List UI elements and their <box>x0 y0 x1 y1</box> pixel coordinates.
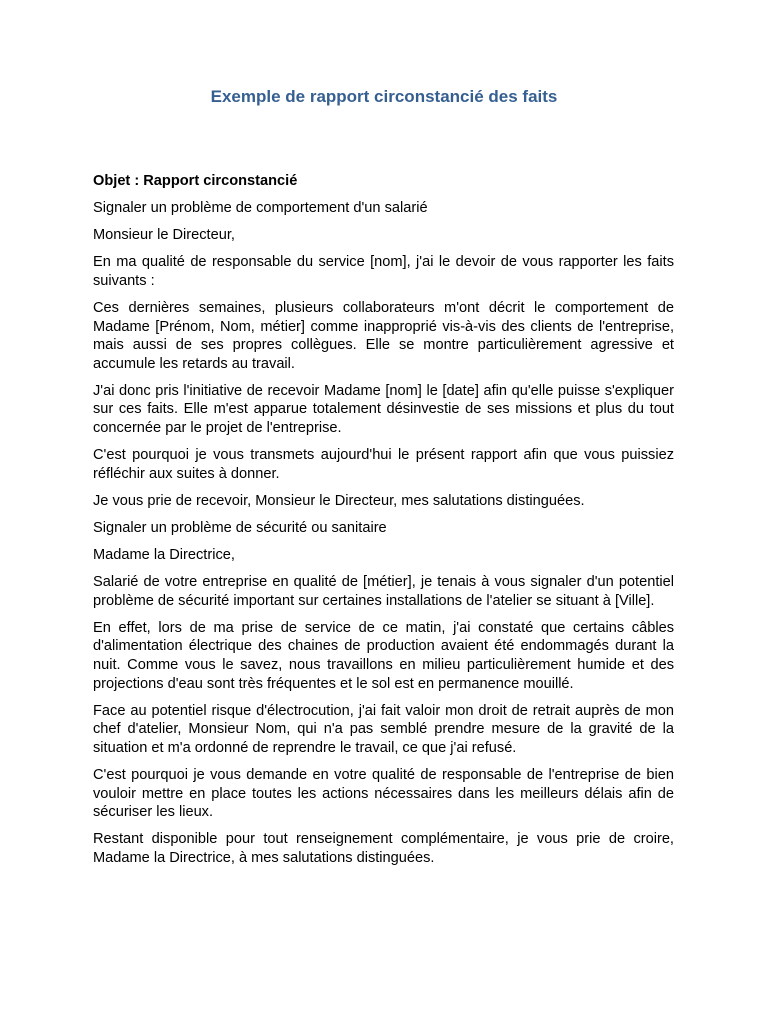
paragraph: Face au potentiel risque d'électrocution, j'ai fait valoir mon droit de retrait auprès de mon chef d'atelier, Monsieur Nom, qui n'a pas semblé prendre mesure de la gravité de la situation et m'a ordonné de reprendre le travail, ce que j'ai refusé. <box>93 702 674 756</box>
paragraph: En ma qualité de responsable du service [nom], j'ai le devoir de vous rapporter les faits suivants : <box>93 254 674 289</box>
paragraph: Salarié de votre entreprise en qualité de [métier], je tenais à vous signaler d'un potentiel problème de sécurité important sur certaines installations de l'atelier se situant à [Ville]. <box>93 574 674 609</box>
paragraph: C'est pourquoi je vous demande en votre qualité de responsable de l'entreprise de bien vouloir mettre en place toutes les actions nécessaires dans les meilleurs délais afin de sécuriser les lieux. <box>93 766 674 821</box>
document-title: Exemple de rapport circonstancié des faits <box>210 87 558 106</box>
paragraph: J'ai donc pris l'initiative de recevoir Madame [nom] le [date] afin qu'elle puisse s'expliquer sur ces faits. Elle m'est apparue totalement désinvestie de ses missions et plus du tout concernée par le projet de l'entreprise. <box>93 382 674 437</box>
salutation-director: Monsieur le Directeur, <box>93 227 235 244</box>
document-body <box>93 172 674 876</box>
paragraph: En effet, lors de ma prise de service de ce matin, j'ai constaté que certains câbles d'alimentation électrique des chaines de production avaient été endommagés durant la nuit. Comme vous le savez, nous travaillons en milieu particulièrement humide et des projections d'eau sont très fréquentes et le sol est en permanence mouillé. <box>93 619 674 692</box>
paragraph: Ces dernières semaines, plusieurs collaborateurs m'ont décrit le comportement de Madame [Prénom, Nom, métier] comme inapproprié vis-à-vis des clients de l'entreprise, mais aussi de ses propres collègues. Elle se montre particulièrement agressive et accumule les retards au travail. <box>93 299 674 372</box>
section-heading-behavior: Signaler un problème de comportement d'un salarié <box>93 200 428 217</box>
salutation-directrice: Madame la Directrice, <box>93 547 235 563</box>
closing-director: Je vous prie de recevoir, Monsieur le Directeur, mes salutations distinguées. <box>93 492 585 509</box>
paragraph: C'est pourquoi je vous transmets aujourd'hui le présent rapport afin que vous puissiez réfléchir aux suites à donner. <box>93 447 674 482</box>
section-heading-safety: Signaler un problème de sécurité ou sanitaire <box>93 519 387 536</box>
subject-line: Objet : Rapport circonstancié <box>93 173 298 189</box>
closing-directrice: Restant disponible pour tout renseignement complémentaire, je vous prie de croire, Madame la Directrice, à mes salutations distinguées. <box>93 831 674 866</box>
